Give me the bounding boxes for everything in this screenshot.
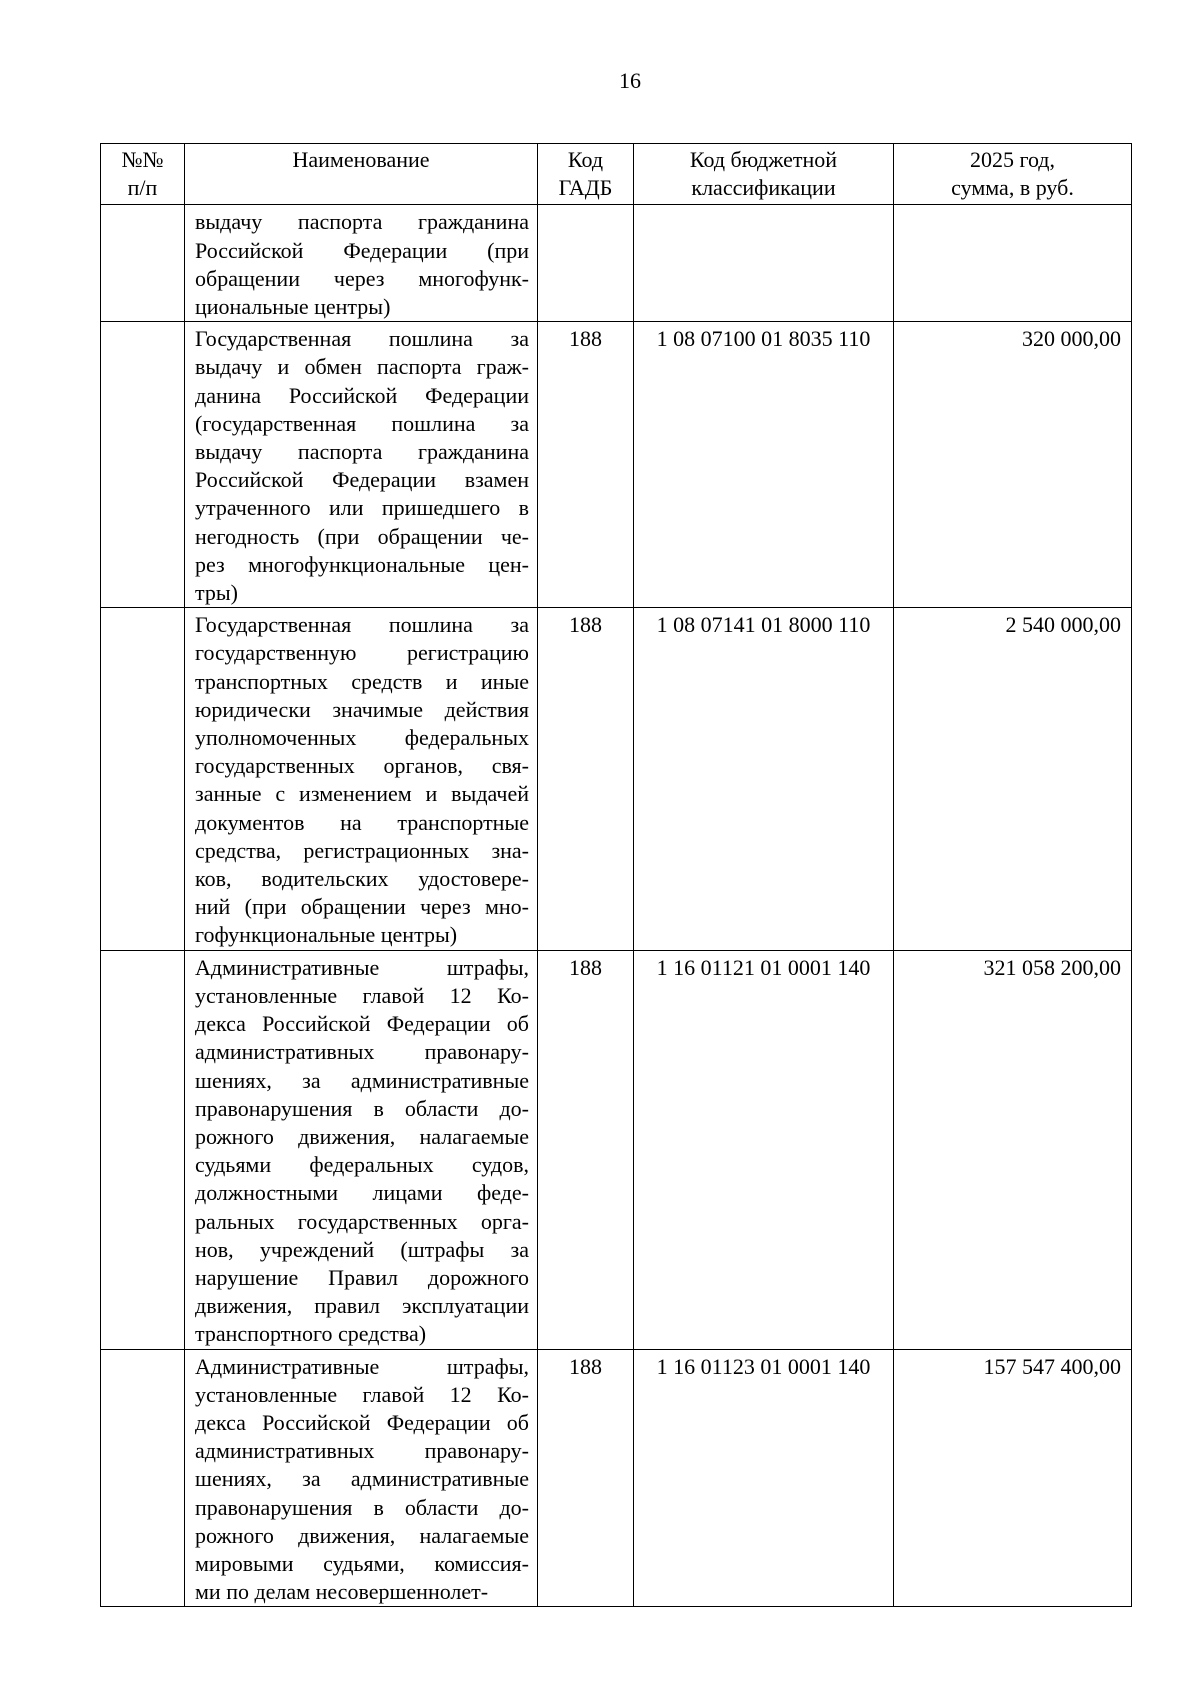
cell-name-line: нов, учреждений (штрафы за — [195, 1236, 529, 1262]
cell-name-line: декса Российской Федерации об — [195, 1011, 529, 1037]
cell-name-line: транспортных средств и иные — [195, 668, 529, 694]
header-gadb — [538, 144, 634, 205]
cell-gadb — [538, 205, 634, 322]
table-header-row — [101, 144, 1132, 205]
header-kbk-line: Код бюджетной — [689, 147, 838, 172]
cell-name-line: установленные главой 12 Ко- — [195, 1381, 529, 1407]
cell-name-line: Государственная пошлина за — [195, 612, 529, 638]
cell-sum — [894, 205, 1132, 322]
cell-num — [101, 322, 185, 608]
cell-name-line: Административные штрафы, — [195, 954, 529, 980]
cell-name-line: ми по делам несовершеннолет- — [195, 1579, 489, 1605]
cell-name-line: гофункциональные центры) — [195, 922, 458, 948]
header-gadb-line: Код — [567, 147, 604, 172]
cell-name-line: рожного движения, налагаемые — [195, 1522, 529, 1548]
cell-name-line: правонарушения в области до- — [195, 1494, 529, 1520]
cell-name-line: нарушение Правил дорожного — [195, 1264, 529, 1290]
cell-sum: 321 058 200,00 — [894, 950, 1132, 1349]
cell-sum: 157 547 400,00 — [894, 1349, 1132, 1607]
cell-kbk — [634, 205, 894, 322]
table-row — [101, 950, 1132, 1349]
cell-name-line: Российской Федерации взамен — [195, 467, 529, 493]
cell-name-line: должностными лицами феде- — [195, 1180, 529, 1206]
cell-sum: 320 000,00 — [894, 322, 1132, 608]
cell-name-line: данина Российской Федерации — [195, 382, 529, 408]
cell-name — [185, 1349, 538, 1607]
cell-name-line: рожного движения, налагаемые — [195, 1123, 529, 1149]
cell-kbk: 1 16 01121 01 0001 140 — [634, 950, 894, 1349]
cell-name-line: установленные главой 12 Ко- — [195, 982, 529, 1008]
cell-name-line: уполномоченных федеральных — [195, 725, 529, 751]
header-kbk-line: классификации — [691, 175, 836, 201]
cell-name-line: ний (при обращении через мно- — [195, 894, 529, 920]
cell-num — [101, 950, 185, 1349]
cell-name-line: ральных государственных орга- — [195, 1208, 529, 1234]
header-num-line: №№ — [121, 147, 164, 172]
cell-name-line: негодность (при обращении че- — [195, 523, 529, 549]
cell-name-line: Российской Федерации (при — [195, 237, 529, 263]
header-name-line: Наименование — [292, 147, 430, 172]
cell-name — [185, 205, 538, 322]
cell-name-line: правонарушения в области до- — [195, 1095, 529, 1121]
cell-name-line: тры) — [195, 580, 238, 606]
cell-name-line: обращении через многофунк- — [195, 265, 529, 291]
cell-num — [101, 1349, 185, 1607]
cell-name-line: мировыми судьями, комиссия- — [195, 1550, 529, 1576]
cell-name-line: (государственная пошлина за — [195, 410, 529, 436]
cell-name-line: Государственная пошлина за — [195, 326, 529, 352]
cell-name-line: юридически значимые действия — [195, 696, 529, 722]
cell-name-line: рез многофункциональные цен- — [195, 551, 529, 577]
cell-gadb: 188 — [538, 1349, 634, 1607]
cell-name-line: декса Российской Федерации об — [195, 1409, 529, 1435]
cell-name-line: транспортного средства) — [195, 1321, 427, 1347]
table-row — [101, 1349, 1132, 1607]
cell-name-line: выдачу паспорта гражданина — [195, 209, 529, 235]
cell-gadb: 188 — [538, 322, 634, 608]
cell-name-line: средства, регистрационных зна- — [195, 837, 529, 863]
cell-name-line: движения, правил эксплуатации — [195, 1293, 529, 1319]
cell-name-line: административных правонару- — [195, 1438, 529, 1464]
cell-name-line: административных правонару- — [195, 1039, 529, 1065]
cell-name-line: Административные штрафы, — [195, 1353, 529, 1379]
page-number: 16 — [619, 68, 641, 93]
header-name — [185, 144, 538, 205]
cell-name-line: выдачу паспорта гражданина — [195, 439, 529, 465]
cell-name-line: утраченного или пришедшего в — [195, 495, 529, 521]
cell-num — [101, 205, 185, 322]
cell-name — [185, 608, 538, 950]
cell-kbk: 1 16 01123 01 0001 140 — [634, 1349, 894, 1607]
cell-name-line: циональные центры) — [195, 294, 391, 320]
table-row — [101, 322, 1132, 608]
table-row — [101, 205, 1132, 322]
budget-revenue-table — [100, 143, 1132, 1607]
cell-name-line: выдачу и обмен паспорта граж- — [195, 354, 529, 380]
cell-name — [185, 950, 538, 1349]
header-num — [101, 144, 185, 205]
cell-name-line: судьями федеральных судов, — [195, 1152, 529, 1178]
cell-num — [101, 608, 185, 950]
header-sum — [894, 144, 1132, 205]
cell-name-line: ков, водительских удостовере- — [195, 866, 529, 892]
header-sum-line: сумма, в руб. — [951, 175, 1074, 201]
cell-name — [185, 322, 538, 608]
cell-name-line: шениях, за административные — [195, 1067, 529, 1093]
cell-name-line: шениях, за административные — [195, 1466, 529, 1492]
cell-sum: 2 540 000,00 — [894, 608, 1132, 950]
header-gadb-line: ГАДБ — [558, 175, 613, 201]
cell-name-line: занные с изменением и выдачей — [195, 781, 529, 807]
header-kbk — [634, 144, 894, 205]
cell-gadb: 188 — [538, 608, 634, 950]
cell-kbk: 1 08 07141 01 8000 110 — [634, 608, 894, 950]
cell-name-line: государственную регистрацию — [195, 640, 529, 666]
cell-gadb: 188 — [538, 950, 634, 1349]
cell-kbk: 1 08 07100 01 8035 110 — [634, 322, 894, 608]
table-row — [101, 608, 1132, 950]
header-sum-line: 2025 год, — [969, 147, 1056, 172]
cell-name-line: документов на транспортные — [195, 809, 529, 835]
cell-name-line: государственных органов, свя- — [195, 753, 529, 779]
header-num-line: п/п — [127, 175, 158, 201]
